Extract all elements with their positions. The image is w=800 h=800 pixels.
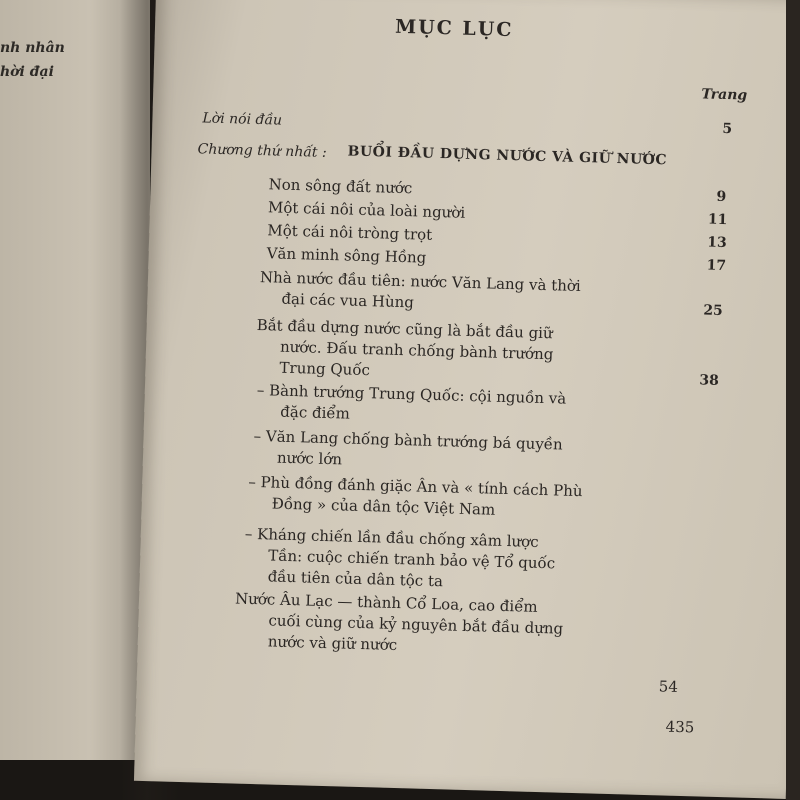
toc-entry-text: Văn minh sông Hồng bbox=[266, 244, 427, 267]
toc-entry bbox=[243, 524, 556, 596]
toc-entry-text: Tần: cuộc chiến tranh bảo vệ Tổ quốc bbox=[268, 546, 556, 573]
toc-entry-text: Đồng » của dân tộc Việt Nam bbox=[271, 494, 496, 519]
toc-entry-text: – Văn Lang chống bành trướng bá quyền bbox=[253, 426, 563, 454]
toc-entry-text: nước. Đấu tranh chống bành trướng bbox=[279, 337, 554, 364]
toc-entry-text: Non sông đất nước bbox=[268, 175, 413, 198]
toc-entry-text: đầu tiên của dân tộc ta bbox=[267, 567, 444, 591]
toc-entry bbox=[266, 243, 426, 268]
toc-entry-text: Nước Âu Lạc — thành Cổ Loa, cao điểm bbox=[234, 589, 538, 616]
page-column-label: Trang bbox=[701, 86, 748, 104]
toc-entry bbox=[247, 472, 582, 523]
toc-entry bbox=[256, 380, 566, 431]
intro-label: Lời nói đầu bbox=[202, 110, 283, 129]
toc-entry bbox=[268, 174, 412, 199]
toc-page-number: 13 bbox=[706, 234, 727, 252]
left-page-fragment: nh nhân bbox=[0, 40, 65, 56]
folio-page-number: 435 bbox=[665, 717, 695, 737]
toc-entry bbox=[268, 197, 466, 223]
toc-entry-text: cuối cùng của kỷ nguyên bắt đầu dựng bbox=[268, 611, 564, 638]
toc-page-number: 25 bbox=[703, 302, 724, 319]
toc-entry bbox=[267, 220, 432, 246]
toc-entry-text: – Kháng chiến lần đầu chống xâm lược bbox=[244, 524, 539, 551]
toc-entry-text: đặc điểm bbox=[280, 402, 351, 423]
intro-page-number: 5 bbox=[722, 120, 733, 138]
toc-page-number: 38 bbox=[699, 372, 720, 389]
toc-entry bbox=[255, 315, 554, 386]
toc-entry-text: Bắt đầu dựng nước cũng là bắt đầu giữ bbox=[256, 315, 553, 343]
toc-entry-text: – Phù đồng đánh giặc Ân và « tính cách Phù bbox=[248, 472, 583, 501]
chapter-title: BUỔI ĐẦU DỰNG NƯỚC VÀ GIỮ NƯỚC bbox=[347, 143, 668, 169]
toc-entry-text: đại các vua Hùng bbox=[281, 289, 415, 312]
page-title: MỤC LỤC bbox=[394, 15, 514, 42]
toc-entry-text: Trung Quốc bbox=[279, 358, 371, 380]
chapter-label: Chương thứ nhất : bbox=[197, 141, 327, 161]
toc-entry-text: – Bành trướng Trung Quốc: cội nguồn và bbox=[256, 381, 567, 408]
toc-page-number: 17 bbox=[706, 257, 727, 275]
table-of-contents-page bbox=[134, 0, 800, 799]
toc-entry-text: nước và giữ nước bbox=[267, 632, 398, 655]
toc-page-number: 11 bbox=[707, 211, 728, 229]
toc-page-number: 9 bbox=[716, 188, 727, 206]
toc-entry bbox=[253, 426, 563, 477]
toc-entry-text: Một cái nôi tròng trọt bbox=[267, 221, 433, 244]
toc-entry-text: Nhà nước đầu tiên: nước Văn Lang và thời bbox=[259, 268, 581, 296]
toc-entry bbox=[259, 267, 581, 318]
toc-entry-text: nước lớn bbox=[276, 448, 343, 469]
toc-page-number: 54 bbox=[658, 677, 679, 696]
background-edge bbox=[786, 0, 800, 800]
toc-entry bbox=[234, 588, 564, 660]
left-page-fragment: hời đại bbox=[0, 64, 54, 80]
toc-entry-text: Một cái nôi của loài người bbox=[267, 198, 466, 222]
